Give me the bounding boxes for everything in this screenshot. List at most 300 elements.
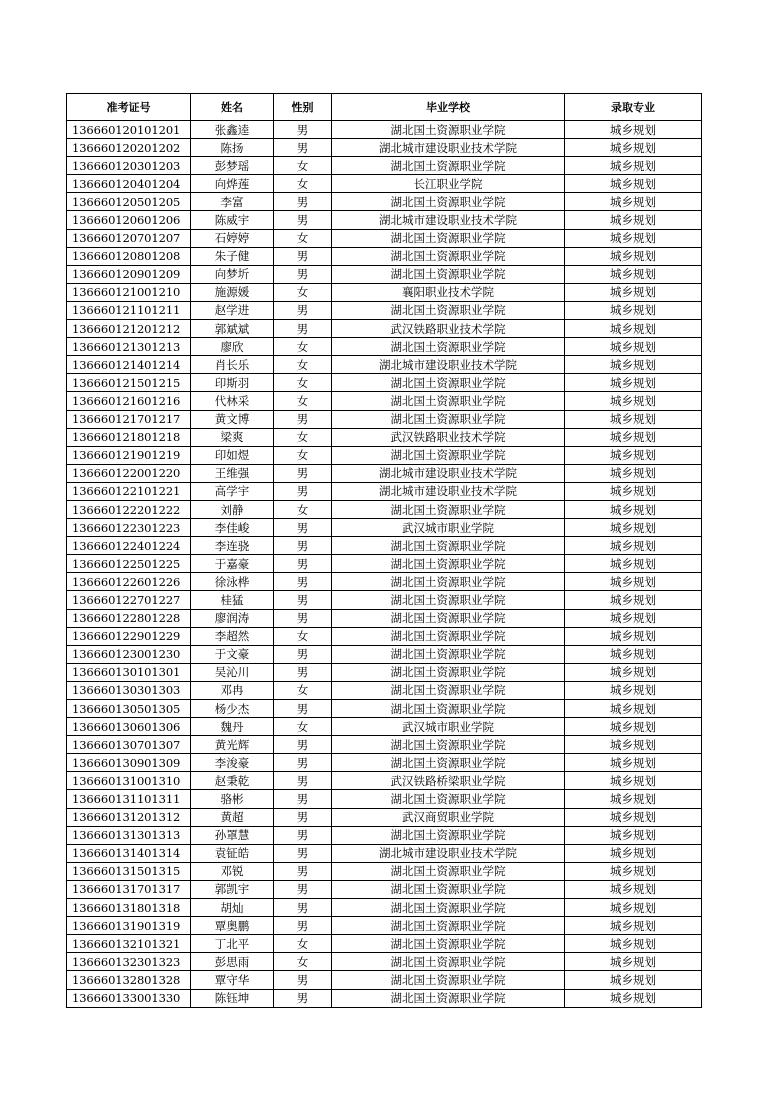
exam-id-cell: 136660121301213	[67, 338, 191, 356]
gender-cell: 男	[274, 320, 332, 338]
gender-cell: 女	[274, 374, 332, 392]
gender-cell: 女	[274, 446, 332, 464]
gender-cell: 男	[274, 971, 332, 989]
major-cell: 城乡规划	[565, 211, 702, 229]
exam-id-cell: 136660130701307	[67, 736, 191, 754]
table-row	[67, 464, 702, 482]
major-cell: 城乡规划	[565, 989, 702, 1007]
table-row	[67, 971, 702, 989]
name-cell: 向烨莲	[191, 175, 274, 193]
major-cell: 城乡规划	[565, 428, 702, 446]
table-row	[67, 754, 702, 772]
exam-id-cell: 136660131001310	[67, 772, 191, 790]
name-cell: 覃守华	[191, 971, 274, 989]
major-cell: 城乡规划	[565, 627, 702, 645]
name-cell: 印斯羽	[191, 374, 274, 392]
name-cell: 陈钰坤	[191, 989, 274, 1007]
table-row	[67, 175, 702, 193]
gender-cell: 女	[274, 392, 332, 410]
name-cell: 李浚豪	[191, 754, 274, 772]
table-row	[67, 555, 702, 573]
school-cell: 湖北国土资源职业学院	[332, 953, 565, 971]
name-cell: 袁钲皓	[191, 844, 274, 862]
name-cell: 廖润涛	[191, 609, 274, 627]
major-cell: 城乡规划	[565, 410, 702, 428]
major-cell: 城乡规划	[565, 482, 702, 500]
major-cell: 城乡规划	[565, 880, 702, 898]
table-row	[67, 681, 702, 699]
school-cell: 湖北国土资源职业学院	[332, 265, 565, 283]
major-cell: 城乡规划	[565, 229, 702, 247]
gender-cell: 男	[274, 482, 332, 500]
table-row	[67, 283, 702, 301]
gender-cell: 女	[274, 681, 332, 699]
table-row	[67, 645, 702, 663]
name-cell: 于嘉豪	[191, 555, 274, 573]
gender-cell: 女	[274, 283, 332, 301]
name-cell: 陈威宇	[191, 211, 274, 229]
gender-cell: 男	[274, 121, 332, 139]
table-row	[67, 301, 702, 319]
gender-cell: 男	[274, 772, 332, 790]
exam-id-cell: 136660122501225	[67, 555, 191, 573]
table-row	[67, 953, 702, 971]
name-cell: 覃奥鹏	[191, 917, 274, 935]
school-cell: 湖北国土资源职业学院	[332, 573, 565, 591]
exam-id-cell: 136660121401214	[67, 356, 191, 374]
school-cell: 武汉商贸职业学院	[332, 808, 565, 826]
table-row	[67, 139, 702, 157]
header-school: 毕业学校	[332, 94, 565, 121]
major-cell: 城乡规划	[565, 519, 702, 537]
major-cell: 城乡规划	[565, 301, 702, 319]
major-cell: 城乡规划	[565, 862, 702, 880]
gender-cell: 男	[274, 645, 332, 663]
name-cell: 李连骁	[191, 537, 274, 555]
school-cell: 湖北国土资源职业学院	[332, 301, 565, 319]
major-cell: 城乡规划	[565, 392, 702, 410]
exam-id-cell: 136660131101311	[67, 790, 191, 808]
header-row	[67, 94, 702, 121]
name-cell: 廖欣	[191, 338, 274, 356]
school-cell: 湖北国土资源职业学院	[332, 627, 565, 645]
school-cell: 湖北国土资源职业学院	[332, 971, 565, 989]
exam-id-cell: 136660131301313	[67, 826, 191, 844]
exam-id-cell: 136660133001330	[67, 989, 191, 1007]
exam-id-cell: 136660121801218	[67, 428, 191, 446]
school-cell: 湖北国土资源职业学院	[332, 229, 565, 247]
major-cell: 城乡规划	[565, 139, 702, 157]
major-cell: 城乡规划	[565, 736, 702, 754]
gender-cell: 男	[274, 663, 332, 681]
major-cell: 城乡规划	[565, 537, 702, 555]
name-cell: 张鑫逵	[191, 121, 274, 139]
name-cell: 赵学进	[191, 301, 274, 319]
gender-cell: 女	[274, 356, 332, 374]
exam-id-cell: 136660123001230	[67, 645, 191, 663]
exam-id-cell: 136660131401314	[67, 844, 191, 862]
gender-cell: 女	[274, 338, 332, 356]
school-cell: 湖北城市建设职业技术学院	[332, 482, 565, 500]
school-cell: 湖北国土资源职业学院	[332, 645, 565, 663]
school-cell: 湖北国土资源职业学院	[332, 555, 565, 573]
major-cell: 城乡规划	[565, 157, 702, 175]
table-row	[67, 808, 702, 826]
gender-cell: 男	[274, 193, 332, 211]
table-row	[67, 844, 702, 862]
gender-cell: 女	[274, 175, 332, 193]
table-row	[67, 320, 702, 338]
table-row	[67, 862, 702, 880]
major-cell: 城乡规划	[565, 175, 702, 193]
gender-cell: 女	[274, 718, 332, 736]
name-cell: 于文豪	[191, 645, 274, 663]
school-cell: 湖北国土资源职业学院	[332, 790, 565, 808]
school-cell: 湖北国土资源职业学院	[332, 247, 565, 265]
school-cell: 湖北城市建设职业技术学院	[332, 464, 565, 482]
gender-cell: 男	[274, 826, 332, 844]
table-row	[67, 917, 702, 935]
major-cell: 城乡规划	[565, 681, 702, 699]
major-cell: 城乡规划	[565, 283, 702, 301]
major-cell: 城乡规划	[565, 356, 702, 374]
school-cell: 湖北国土资源职业学院	[332, 681, 565, 699]
name-cell: 郭斌斌	[191, 320, 274, 338]
table-row	[67, 700, 702, 718]
school-cell: 湖北国土资源职业学院	[332, 591, 565, 609]
school-cell: 湖北国土资源职业学院	[332, 862, 565, 880]
name-cell: 邓冉	[191, 681, 274, 699]
school-cell: 襄阳职业技术学院	[332, 283, 565, 301]
major-cell: 城乡规划	[565, 700, 702, 718]
name-cell: 孙罩慧	[191, 826, 274, 844]
table-row	[67, 935, 702, 953]
name-cell: 高学宇	[191, 482, 274, 500]
admissions-table	[66, 93, 702, 1008]
exam-id-cell: 136660121001210	[67, 283, 191, 301]
table-row	[67, 229, 702, 247]
name-cell: 桂猛	[191, 591, 274, 609]
school-cell: 湖北国土资源职业学院	[332, 935, 565, 953]
major-cell: 城乡规划	[565, 573, 702, 591]
exam-id-cell: 136660130501305	[67, 700, 191, 718]
name-cell: 吴沁川	[191, 663, 274, 681]
major-cell: 城乡规划	[565, 193, 702, 211]
table-row	[67, 428, 702, 446]
table-row	[67, 790, 702, 808]
name-cell: 李富	[191, 193, 274, 211]
exam-id-cell: 136660120601206	[67, 211, 191, 229]
gender-cell: 男	[274, 700, 332, 718]
school-cell: 湖北国土资源职业学院	[332, 410, 565, 428]
table-row	[67, 899, 702, 917]
school-cell: 武汉城市职业学院	[332, 519, 565, 537]
school-cell: 湖北国土资源职业学院	[332, 609, 565, 627]
gender-cell: 女	[274, 157, 332, 175]
exam-id-cell: 136660130901309	[67, 754, 191, 772]
name-cell: 杨少杰	[191, 700, 274, 718]
exam-id-cell: 136660122101221	[67, 482, 191, 500]
gender-cell: 女	[274, 953, 332, 971]
exam-id-cell: 136660131501315	[67, 862, 191, 880]
gender-cell: 男	[274, 808, 332, 826]
school-cell: 湖北国土资源职业学院	[332, 338, 565, 356]
gender-cell: 男	[274, 555, 332, 573]
name-cell: 王维强	[191, 464, 274, 482]
school-cell: 湖北国土资源职业学院	[332, 374, 565, 392]
school-cell: 湖北国土资源职业学院	[332, 500, 565, 518]
school-cell: 湖北国土资源职业学院	[332, 700, 565, 718]
table-header	[67, 94, 702, 121]
table-row	[67, 121, 702, 139]
exam-id-cell: 136660120101201	[67, 121, 191, 139]
major-cell: 城乡规划	[565, 953, 702, 971]
table-row	[67, 446, 702, 464]
name-cell: 黄超	[191, 808, 274, 826]
header-exam-id: 准考证号	[67, 94, 191, 121]
table-row	[67, 392, 702, 410]
exam-id-cell: 136660131201312	[67, 808, 191, 826]
school-cell: 武汉城市职业学院	[332, 718, 565, 736]
major-cell: 城乡规划	[565, 899, 702, 917]
gender-cell: 女	[274, 428, 332, 446]
school-cell: 湖北国土资源职业学院	[332, 989, 565, 1007]
school-cell: 湖北国土资源职业学院	[332, 446, 565, 464]
exam-id-cell: 136660120801208	[67, 247, 191, 265]
gender-cell: 男	[274, 880, 332, 898]
exam-id-cell: 136660131701317	[67, 880, 191, 898]
table-row	[67, 338, 702, 356]
major-cell: 城乡规划	[565, 826, 702, 844]
gender-cell: 男	[274, 519, 332, 537]
exam-id-cell: 136660132301323	[67, 953, 191, 971]
exam-id-cell: 136660122001220	[67, 464, 191, 482]
table-body	[67, 121, 702, 1008]
gender-cell: 男	[274, 464, 332, 482]
major-cell: 城乡规划	[565, 121, 702, 139]
exam-id-cell: 136660121501215	[67, 374, 191, 392]
major-cell: 城乡规划	[565, 500, 702, 518]
gender-cell: 男	[274, 989, 332, 1007]
gender-cell: 男	[274, 537, 332, 555]
exam-id-cell: 136660121901219	[67, 446, 191, 464]
name-cell: 郭凯宇	[191, 880, 274, 898]
name-cell: 彭梦瑶	[191, 157, 274, 175]
name-cell: 魏丹	[191, 718, 274, 736]
gender-cell: 男	[274, 917, 332, 935]
school-cell: 湖北国土资源职业学院	[332, 899, 565, 917]
header-name: 姓名	[191, 94, 274, 121]
exam-id-cell: 136660120201202	[67, 139, 191, 157]
gender-cell: 男	[274, 211, 332, 229]
school-cell: 湖北城市建设职业技术学院	[332, 356, 565, 374]
exam-id-cell: 136660120701207	[67, 229, 191, 247]
school-cell: 武汉铁路职业技术学院	[332, 428, 565, 446]
name-cell: 陈扬	[191, 139, 274, 157]
exam-id-cell: 136660121601216	[67, 392, 191, 410]
exam-id-cell: 136660131901319	[67, 917, 191, 935]
gender-cell: 男	[274, 844, 332, 862]
gender-cell: 男	[274, 899, 332, 917]
exam-id-cell: 136660120901209	[67, 265, 191, 283]
name-cell: 骆彬	[191, 790, 274, 808]
exam-id-cell: 136660122901229	[67, 627, 191, 645]
gender-cell: 男	[274, 862, 332, 880]
table-row	[67, 374, 702, 392]
major-cell: 城乡规划	[565, 320, 702, 338]
name-cell: 石婷婷	[191, 229, 274, 247]
school-cell: 湖北国土资源职业学院	[332, 193, 565, 211]
major-cell: 城乡规划	[565, 754, 702, 772]
table-row	[67, 609, 702, 627]
exam-id-cell: 136660122301223	[67, 519, 191, 537]
major-cell: 城乡规划	[565, 772, 702, 790]
name-cell: 朱子健	[191, 247, 274, 265]
name-cell: 丁北平	[191, 935, 274, 953]
major-cell: 城乡规划	[565, 374, 702, 392]
exam-id-cell: 136660132801328	[67, 971, 191, 989]
school-cell: 湖北国土资源职业学院	[332, 826, 565, 844]
gender-cell: 男	[274, 790, 332, 808]
school-cell: 湖北国土资源职业学院	[332, 537, 565, 555]
exam-id-cell: 136660130301303	[67, 681, 191, 699]
table-row	[67, 265, 702, 283]
exam-id-cell: 136660122201222	[67, 500, 191, 518]
gender-cell: 女	[274, 500, 332, 518]
school-cell: 湖北国土资源职业学院	[332, 736, 565, 754]
table-row	[67, 627, 702, 645]
table-row	[67, 356, 702, 374]
header-major: 录取专业	[565, 94, 702, 121]
school-cell: 湖北国土资源职业学院	[332, 917, 565, 935]
school-cell: 武汉铁路桥梁职业学院	[332, 772, 565, 790]
major-cell: 城乡规划	[565, 464, 702, 482]
gender-cell: 女	[274, 935, 332, 953]
name-cell: 肖长乐	[191, 356, 274, 374]
major-cell: 城乡规划	[565, 555, 702, 573]
table-row	[67, 537, 702, 555]
gender-cell: 男	[274, 410, 332, 428]
gender-cell: 男	[274, 573, 332, 591]
name-cell: 刘静	[191, 500, 274, 518]
major-cell: 城乡规划	[565, 247, 702, 265]
exam-id-cell: 136660130101301	[67, 663, 191, 681]
exam-id-cell: 136660121701217	[67, 410, 191, 428]
school-cell: 长江职业学院	[332, 175, 565, 193]
gender-cell: 女	[274, 627, 332, 645]
table-row	[67, 772, 702, 790]
gender-cell: 男	[274, 609, 332, 627]
gender-cell: 男	[274, 247, 332, 265]
gender-cell: 男	[274, 265, 332, 283]
table-row	[67, 826, 702, 844]
name-cell: 梁爽	[191, 428, 274, 446]
exam-id-cell: 136660121101211	[67, 301, 191, 319]
table-row	[67, 410, 702, 428]
table-row	[67, 736, 702, 754]
table-row	[67, 247, 702, 265]
school-cell: 湖北城市建设职业技术学院	[332, 211, 565, 229]
major-cell: 城乡规划	[565, 718, 702, 736]
major-cell: 城乡规划	[565, 609, 702, 627]
table-row	[67, 519, 702, 537]
exam-id-cell: 136660122701227	[67, 591, 191, 609]
school-cell: 湖北国土资源职业学院	[332, 663, 565, 681]
exam-id-cell: 136660120501205	[67, 193, 191, 211]
name-cell: 代林采	[191, 392, 274, 410]
major-cell: 城乡规划	[565, 645, 702, 663]
name-cell: 李佳峻	[191, 519, 274, 537]
table-row	[67, 211, 702, 229]
school-cell: 武汉铁路职业技术学院	[332, 320, 565, 338]
name-cell: 徐泳桦	[191, 573, 274, 591]
table-row	[67, 157, 702, 175]
gender-cell: 男	[274, 736, 332, 754]
gender-cell: 女	[274, 229, 332, 247]
exam-id-cell: 136660120401204	[67, 175, 191, 193]
major-cell: 城乡规划	[565, 663, 702, 681]
school-cell: 湖北国土资源职业学院	[332, 880, 565, 898]
exam-id-cell: 136660122801228	[67, 609, 191, 627]
table-row	[67, 193, 702, 211]
major-cell: 城乡规划	[565, 591, 702, 609]
major-cell: 城乡规划	[565, 265, 702, 283]
major-cell: 城乡规划	[565, 935, 702, 953]
table-row	[67, 482, 702, 500]
major-cell: 城乡规划	[565, 808, 702, 826]
school-cell: 湖北城市建设职业技术学院	[332, 139, 565, 157]
school-cell: 湖北国土资源职业学院	[332, 754, 565, 772]
school-cell: 湖北国土资源职业学院	[332, 157, 565, 175]
name-cell: 黄文博	[191, 410, 274, 428]
name-cell: 黄光辉	[191, 736, 274, 754]
name-cell: 李超然	[191, 627, 274, 645]
table-row	[67, 500, 702, 518]
major-cell: 城乡规划	[565, 446, 702, 464]
name-cell: 印如煜	[191, 446, 274, 464]
major-cell: 城乡规划	[565, 338, 702, 356]
exam-id-cell: 136660121201212	[67, 320, 191, 338]
name-cell: 向梦圻	[191, 265, 274, 283]
major-cell: 城乡规划	[565, 971, 702, 989]
table-row	[67, 880, 702, 898]
name-cell: 施源媛	[191, 283, 274, 301]
gender-cell: 男	[274, 139, 332, 157]
exam-id-cell: 136660131801318	[67, 899, 191, 917]
school-cell: 湖北国土资源职业学院	[332, 121, 565, 139]
table-row	[67, 573, 702, 591]
gender-cell: 男	[274, 591, 332, 609]
exam-id-cell: 136660122601226	[67, 573, 191, 591]
school-cell: 湖北城市建设职业技术学院	[332, 844, 565, 862]
major-cell: 城乡规划	[565, 844, 702, 862]
exam-id-cell: 136660120301203	[67, 157, 191, 175]
table-row	[67, 591, 702, 609]
exam-id-cell: 136660130601306	[67, 718, 191, 736]
name-cell: 邓锐	[191, 862, 274, 880]
gender-cell: 男	[274, 301, 332, 319]
major-cell: 城乡规划	[565, 917, 702, 935]
table-row	[67, 718, 702, 736]
table-row	[67, 663, 702, 681]
gender-cell: 男	[274, 754, 332, 772]
school-cell: 湖北国土资源职业学院	[332, 392, 565, 410]
exam-id-cell: 136660132101321	[67, 935, 191, 953]
major-cell: 城乡规划	[565, 790, 702, 808]
header-gender: 性别	[274, 94, 332, 121]
name-cell: 胡灿	[191, 899, 274, 917]
table-row	[67, 989, 702, 1007]
